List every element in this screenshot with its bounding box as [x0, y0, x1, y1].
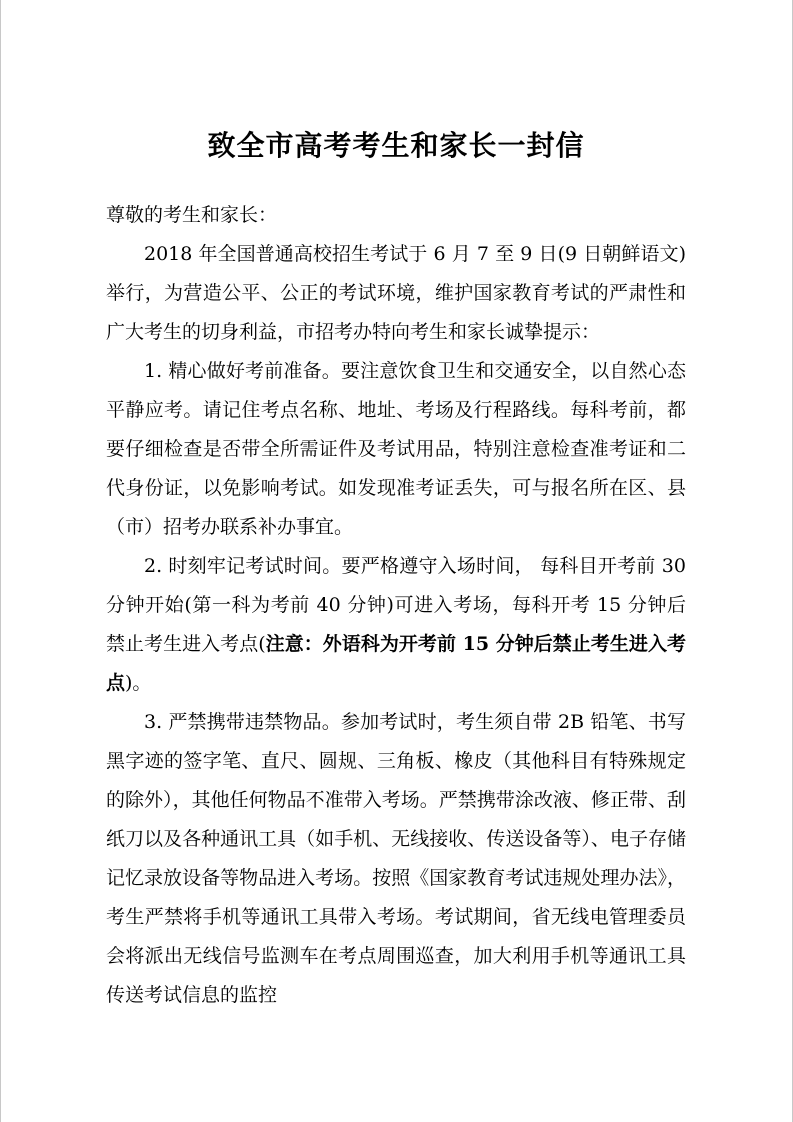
item-2-bold-note: 注意：外语科为开考前 15 分钟后禁止考生进入考点: [106, 633, 686, 694]
item-1-paragraph: 1. 精心做好考前准备。要注意饮食卫生和交通安全，以自然心态平静应考。请记住考点名称、地址、考场及行程路线。每科考前，都要仔细检查是否带全所需证件及考试用品，特别注意检查准考证和二代身份证，以免影响考试。如发现准考证丢失，可与报名所在区、县（市）招考办联系补办事宜。: [106, 360, 686, 538]
letter-greeting: 尊敬的考生和家长：: [106, 204, 278, 226]
item-3-paragraph: 3. 严禁携带违禁物品。参加考试时，考生须自带 2B 铅笔、书写黑字迹的签字笔、直尺、圆规、三角板、橡皮（其他科目有特殊规定的除外），其他任何物品不准带入考场。严禁携带涂改液、修正带、刮纸刀以及各种通讯工具（如手机、无线接收、传送设备等）、电子存储记忆录放设备等物品进入考场。按照《国家教育考试违规处理办法》，考生严禁将手机等通讯工具带入考场。考试期间，省无线电管理委员会将派出无线信号监测车在考点周围巡查，加大利用手机等通讯工具传送考试信息的监控: [106, 711, 686, 1006]
letter-title: 致全市高考考生和家长一封信: [207, 129, 585, 162]
item-2-text: 2. 时刻牢记考试时间。要严格遵守入场时间， 每科目开考前 30 分钟开始(第一科为考前 40 分钟)可进入考场，每科开考 15 分钟后禁止考生进入考点(: [106, 555, 686, 655]
page-edge-left: [0, 0, 1, 1122]
item-2-paragraph: [106, 547, 686, 703]
intro-paragraph: 2018 年全国普通高校招生考试于 6 月 7 至 9 日(9 日朝鲜语文)举行，为营造公平、公正的考试环境，维护国家教育考试的严肃性和广大考生的切身利益，市招考办特向考生和家长诚挚提示：: [106, 243, 686, 343]
item-2-tail: )。: [125, 672, 152, 694]
letter-document: [106, 128, 686, 1015]
